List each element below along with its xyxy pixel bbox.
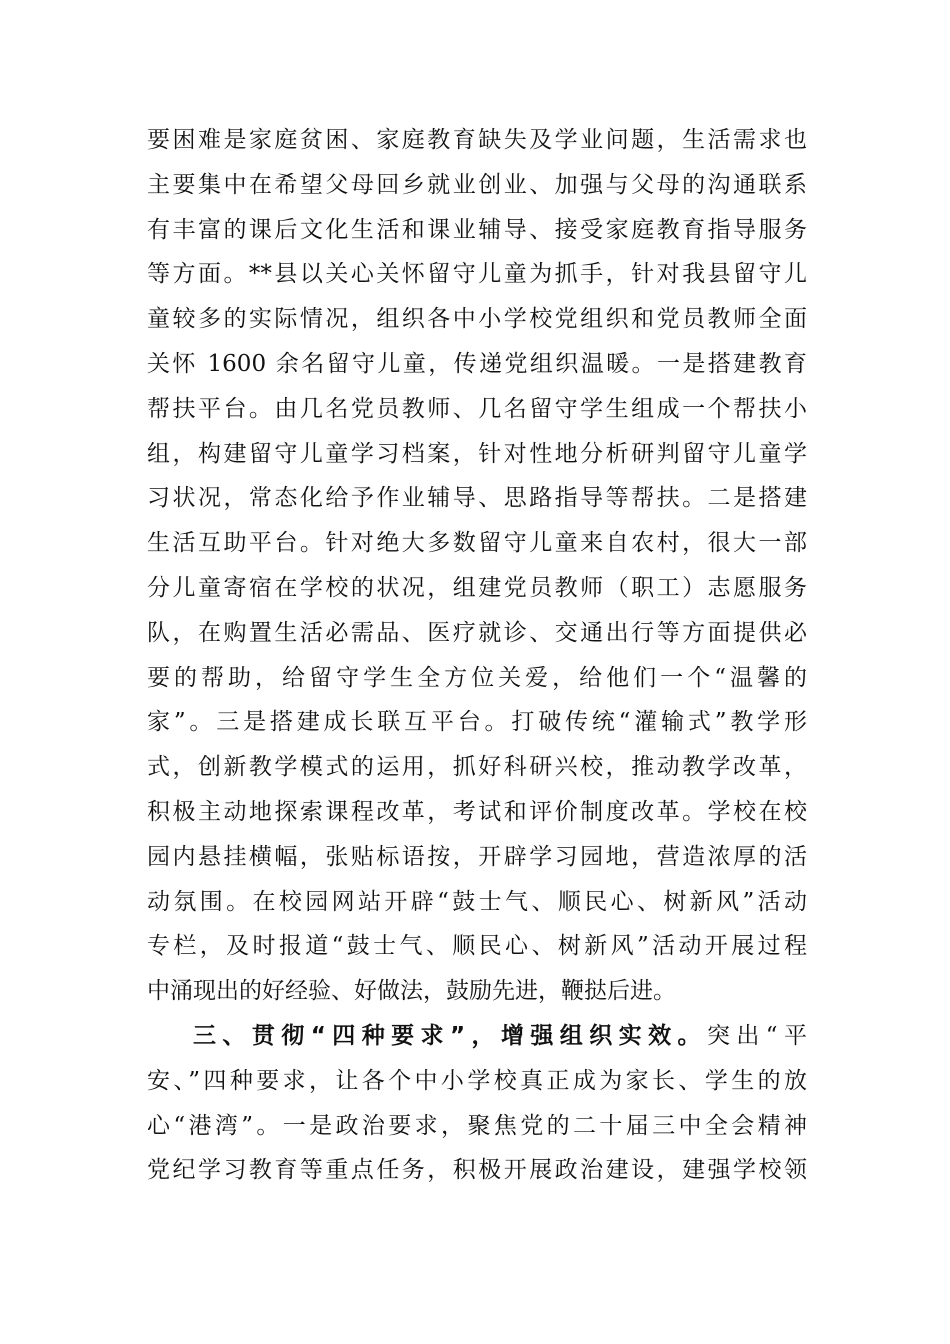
text-line: 童较多的实际情况，组织各中小学校党组织和党员教师全面 [147, 306, 807, 333]
text-line: 主要集中在希望父母回乡就业创业、加强与父母的沟通联系 [147, 171, 807, 198]
text-line: 家”。三是搭建成长联互平台。打破传统“灌输式”教学形 [147, 709, 807, 736]
text-line: 帮扶平台。由几名党员教师、几名留守学生组成一个帮扶小 [147, 395, 807, 422]
text-line: 要的帮助，给留守学生全方位关爱，给他们一个“温馨的 [147, 664, 807, 691]
text-line: 积极主动地探索课程改革，考试和评价制度改革。学校在校 [147, 798, 807, 825]
text-line: 动氛围。在校园网站开辟“鼓士气、顺民心、树新风”活动 [147, 888, 807, 915]
text-line: 有丰富的课后文化生活和课业辅导、接受家庭教育指导服务 [147, 216, 807, 243]
section-heading: 三、贯彻“四种要求”，增强组织实效。 [193, 1022, 707, 1049]
text-line: 组，构建留守儿童学习档案，针对性地分析研判留守儿童学 [147, 440, 807, 467]
text-line: 心“港湾”。一是政治要求，聚焦党的二十届三中全会精神 [147, 1112, 807, 1139]
text-line: 党纪学习教育等重点任务，积极开展政治建设，建强学校领 [147, 1157, 807, 1184]
text-line: 习状况，常态化给予作业辅导、思路指导等帮扶。二是搭建 [147, 485, 807, 512]
text-line: 安、”四种要求，让各个中小学校真正成为家长、学生的放 [147, 1067, 807, 1094]
text-line: 式，创新教学模式的运用，抓好科研兴校，推动教学改革， [147, 754, 807, 781]
text-line: 队，在购置生活必需品、医疗就诊、交通出行等方面提供必 [147, 619, 807, 646]
text-line: 专栏，及时报道“鼓士气、顺民心、树新风”活动开展过程 [147, 933, 807, 960]
text-line: 生活互助平台。针对绝大多数留守儿童来自农村，很大一部 [147, 530, 807, 557]
heading-continuation: 突出“平 [706, 1022, 807, 1049]
text-line: 分儿童寄宿在学校的状况，组建党员教师（职工）志愿服务 [147, 574, 807, 601]
text-line: 关怀 1600 余名留守儿童，传递党组织温暖。一是搭建教育 [147, 350, 807, 377]
body-text [147, 118, 807, 1193]
text-line: 园内悬挂横幅，张贴标语按，开辟学习园地，营造浓厚的活 [147, 843, 807, 870]
section-heading-line [147, 1014, 807, 1059]
text-line: 等方面。**县以关心关怀留守儿童为抓手，针对我县留守儿 [147, 261, 807, 288]
text-line: 要困难是家庭贫困、家庭教育缺失及学业问题，生活需求也 [147, 127, 807, 153]
text-line: 中涌现出的好经验、好做法，鼓励先进，鞭挞后进。 [147, 978, 676, 1005]
